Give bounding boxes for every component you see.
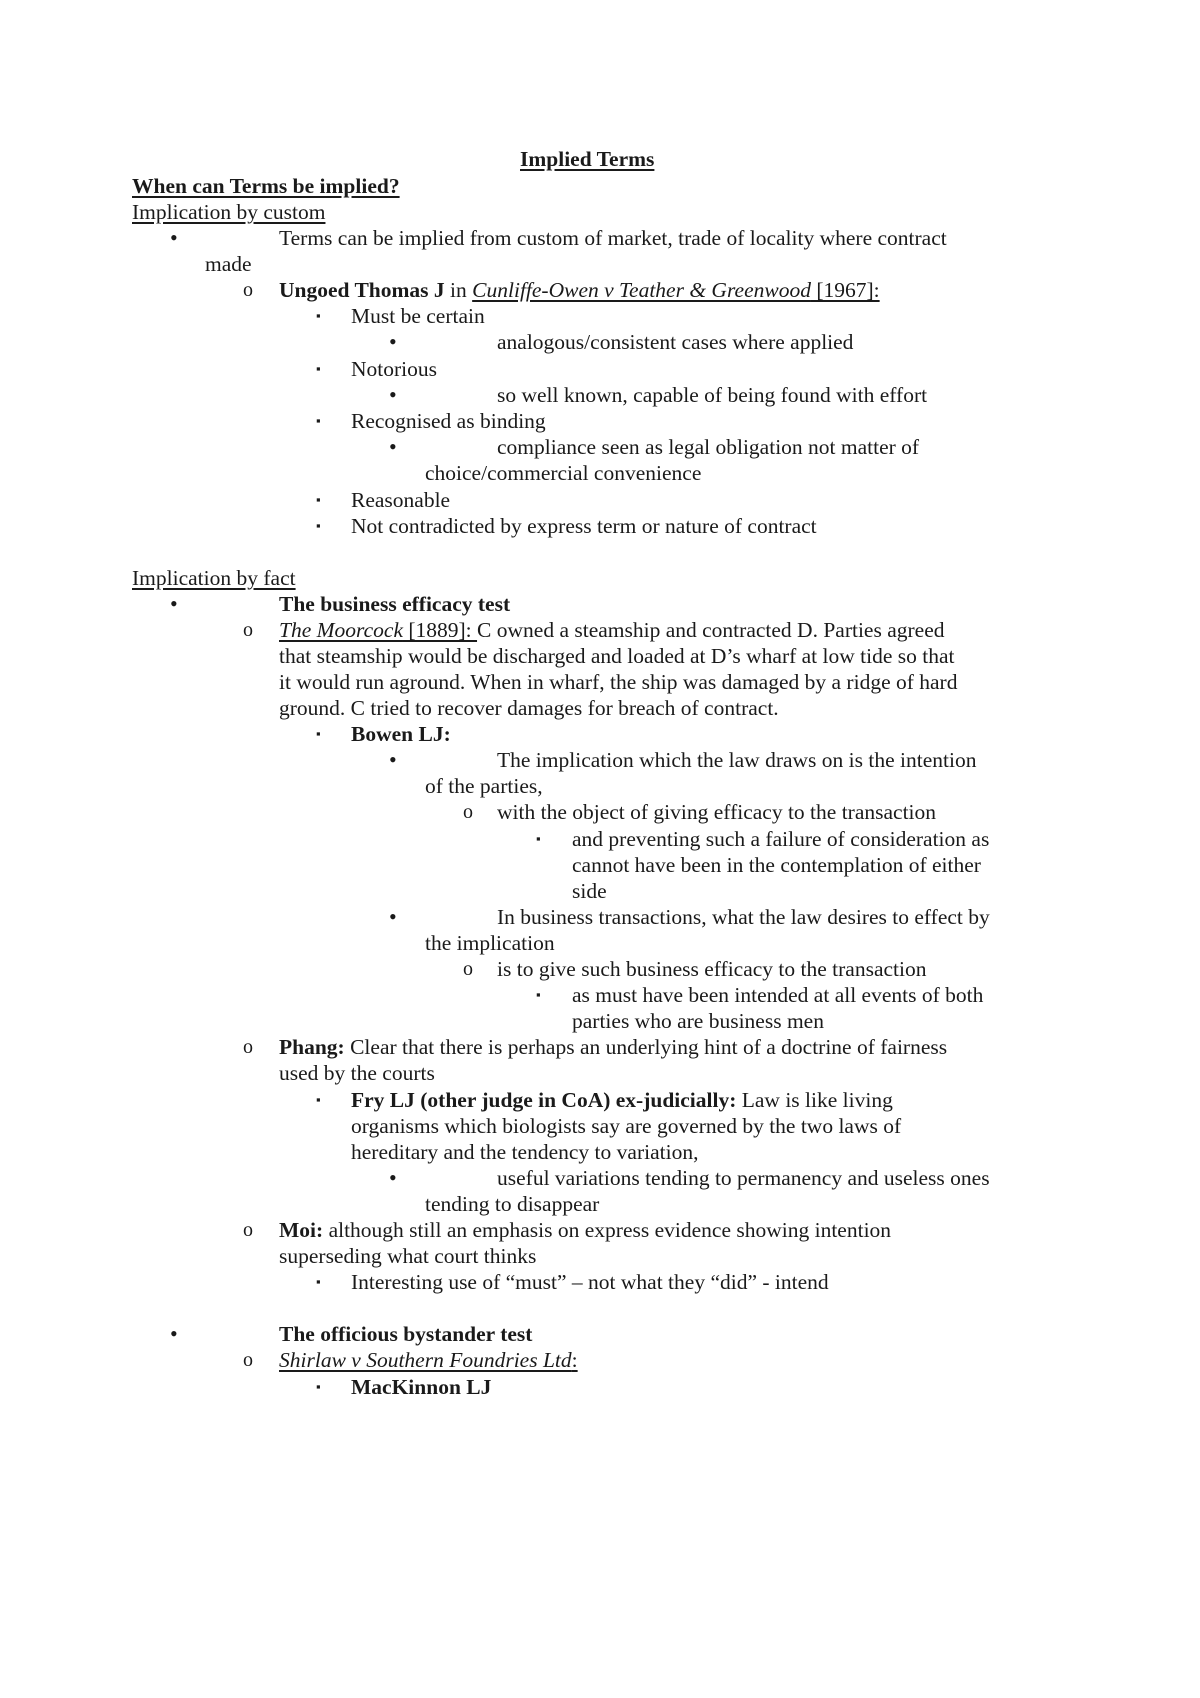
- document-title: Implied Terms: [520, 147, 655, 171]
- text-run: side: [572, 879, 607, 903]
- text-run: The Moorcock: [279, 618, 403, 642]
- bullet-marker: •: [389, 382, 397, 407]
- text-line: [497, 433, 919, 461]
- text-line: [279, 668, 957, 696]
- text-line: [497, 955, 927, 983]
- bullet-marker: •: [170, 225, 178, 250]
- text-line: [351, 1112, 901, 1140]
- text-run: parties who are business men: [572, 1009, 824, 1033]
- text-run: it would run aground. When in wharf, the ship was damaged by a ridge of hard: [279, 670, 958, 694]
- text-run: Implication by custom: [132, 200, 326, 224]
- bullet-marker: ▪: [316, 726, 321, 741]
- text-line: [279, 1242, 536, 1270]
- text-line: [279, 224, 947, 252]
- text-run: Phang:: [279, 1035, 345, 1059]
- text-line: [351, 1268, 829, 1296]
- text-run: in: [444, 278, 473, 302]
- text-run: Not contradicted by express term or nature of contract: [351, 514, 817, 538]
- text-run: Implication by fact: [132, 566, 296, 590]
- text-run: as must have been intended at all events of both: [572, 983, 984, 1007]
- text-line: [497, 381, 927, 409]
- text-line: [132, 172, 400, 200]
- text-run: MacKinnon LJ: [351, 1375, 492, 1399]
- text-run: choice/commercial convenience: [425, 461, 702, 485]
- text-line: [279, 1346, 578, 1374]
- text-run: The officious bystander test: [279, 1322, 533, 1346]
- text-line: [279, 616, 945, 644]
- text-line: [132, 198, 325, 226]
- bullet-marker: o: [463, 801, 473, 823]
- text-line: [351, 1373, 491, 1401]
- text-line: [497, 903, 990, 931]
- text-line: [351, 1086, 893, 1114]
- text-run: although still an emphasis on express evidence showing intention: [323, 1218, 892, 1242]
- bullet-marker: •: [389, 1165, 397, 1190]
- text-run: :: [571, 1348, 578, 1372]
- text-run: Clear that there is perhaps an underlying hint of a doctrine of fairness: [344, 1035, 948, 1059]
- bullet-marker: •: [389, 329, 397, 354]
- text-run: The business efficacy test: [279, 592, 511, 616]
- text-run: cannot have been in the contemplation of either: [572, 853, 981, 877]
- text-run: Reasonable: [351, 488, 451, 512]
- bullet-marker: ▪: [316, 518, 321, 533]
- text-run: analogous/consistent cases where applied: [497, 330, 854, 354]
- text-run: Must be certain: [351, 304, 485, 328]
- bullet-marker: o: [243, 279, 253, 301]
- text-line: [279, 1216, 891, 1244]
- bullet-marker: •: [170, 591, 178, 616]
- text-run: Terms can be implied from custom of market, trade of locality where contract: [279, 226, 947, 250]
- text-run: superseding what court thinks: [279, 1244, 537, 1268]
- text-run: Notorious: [351, 357, 437, 381]
- text-run: Moi:: [279, 1218, 324, 1242]
- text-line: [425, 1190, 599, 1218]
- bullet-marker: •: [389, 434, 397, 459]
- bullet-marker: ▪: [536, 987, 541, 1002]
- text-run: with the object of giving efficacy to the transaction: [497, 800, 937, 824]
- text-run: Law is like living: [736, 1088, 893, 1112]
- text-run: C owned a steamship and contracted D. Parties agreed: [477, 618, 945, 642]
- text-run: Fry LJ (other judge in CoA) ex-judicially:: [351, 1088, 737, 1112]
- bullet-marker: o: [243, 619, 253, 641]
- text-line: [279, 1320, 532, 1348]
- text-line: [351, 512, 817, 540]
- text-run: Bowen LJ:: [351, 722, 451, 746]
- text-run: [1967]:: [810, 278, 880, 302]
- bullet-marker: ▪: [316, 413, 321, 428]
- text-line: [279, 1033, 947, 1061]
- text-run: is to give such business efficacy to the transaction: [497, 957, 927, 981]
- text-run: so well known, capable of being found with effort: [497, 383, 928, 407]
- text-line: [572, 1007, 824, 1035]
- text-run: compliance seen as legal obligation not matter of: [497, 435, 920, 459]
- text-line: [351, 355, 437, 383]
- text-line: [572, 825, 989, 853]
- bullet-marker: ▪: [316, 1379, 321, 1394]
- text-run: Shirlaw v Southern Foundries Ltd: [279, 1348, 572, 1372]
- text-run: Ungoed Thomas J: [279, 278, 445, 302]
- bullet-marker: ▪: [316, 1274, 321, 1289]
- text-line: [279, 694, 779, 722]
- text-line: [425, 772, 543, 800]
- text-line: [351, 302, 485, 330]
- text-line: [279, 642, 955, 670]
- text-run: Recognised as binding: [351, 409, 546, 433]
- text-line: [497, 746, 976, 774]
- bullet-marker: •: [389, 747, 397, 772]
- text-line: [425, 459, 701, 487]
- text-line: [279, 590, 510, 618]
- text-run: organisms which biologists say are governed by the two laws of: [351, 1114, 902, 1138]
- text-line: [572, 981, 983, 1009]
- text-line: [572, 851, 981, 879]
- text-run: [1889]:: [402, 618, 478, 642]
- text-run: hereditary and the tendency to variation,: [351, 1140, 699, 1164]
- text-line: [279, 276, 880, 304]
- bullet-marker: ▪: [536, 831, 541, 846]
- text-line: [497, 328, 853, 356]
- text-run: used by the courts: [279, 1061, 435, 1085]
- bullet-marker: ▪: [316, 361, 321, 376]
- text-line: [425, 929, 555, 957]
- bullet-marker: o: [243, 1349, 253, 1371]
- text-run: made: [205, 252, 252, 276]
- text-line: [279, 1059, 435, 1087]
- text-line: [497, 798, 936, 826]
- text-line: [351, 407, 546, 435]
- text-run: Cunliffe-Owen v Teather & Greenwood: [472, 278, 811, 302]
- bullet-marker: ▪: [316, 308, 321, 323]
- text-run: ground. C tried to recover damages for breach of contract.: [279, 696, 779, 720]
- text-run: of the parties,: [425, 774, 543, 798]
- text-run: the implication: [425, 931, 555, 955]
- text-line: [351, 1138, 698, 1166]
- text-line: [351, 720, 451, 748]
- bullet-marker: •: [170, 1321, 178, 1346]
- text-line: [572, 877, 607, 905]
- text-line: [497, 1164, 990, 1192]
- bullet-marker: ▪: [316, 1092, 321, 1107]
- text-line: [351, 486, 450, 514]
- bullet-marker: o: [243, 1219, 253, 1241]
- text-line: [132, 564, 296, 592]
- text-run: In business transactions, what the law desires to effect by: [497, 905, 990, 929]
- text-run: useful variations tending to permanency and useless ones: [497, 1166, 990, 1190]
- text-run: When can Terms be implied?: [132, 174, 400, 198]
- text-run: tending to disappear: [425, 1192, 600, 1216]
- bullet-marker: ▪: [316, 492, 321, 507]
- text-run: and preventing such a failure of consideration as: [572, 827, 990, 851]
- bullet-marker: o: [243, 1036, 253, 1058]
- text-run: The implication which the law draws on is the intention: [497, 748, 977, 772]
- text-run: Interesting use of “must” – not what they “did” - intend: [351, 1270, 829, 1294]
- text-line: [205, 250, 252, 278]
- text-run: that steamship would be discharged and loaded at D’s wharf at low tide so that: [279, 644, 955, 668]
- bullet-marker: o: [463, 958, 473, 980]
- bullet-marker: •: [389, 904, 397, 929]
